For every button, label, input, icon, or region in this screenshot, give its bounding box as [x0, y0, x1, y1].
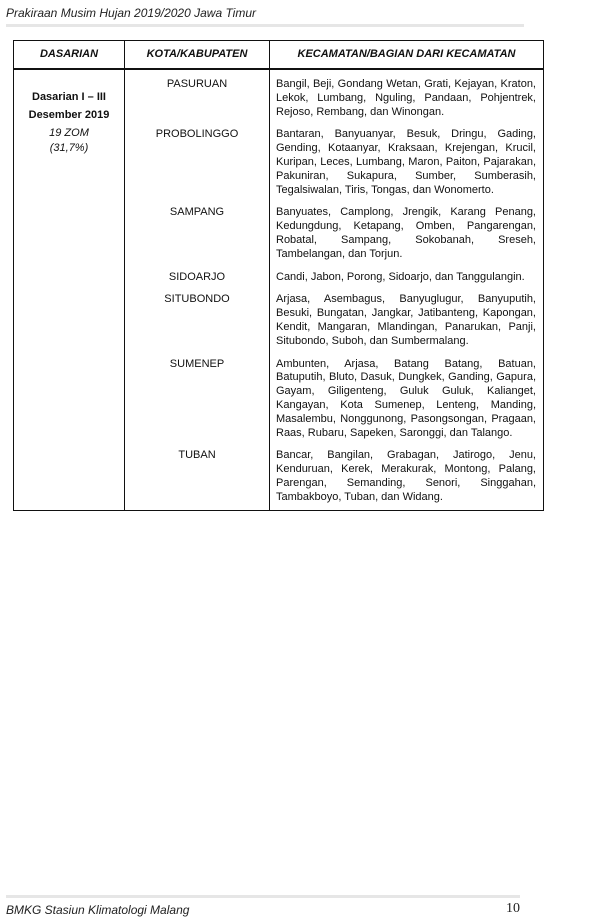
- zom-percent: (31,7%): [49, 142, 89, 154]
- dasarian-cell: [14, 69, 125, 510]
- kecamatan-cell: [270, 440, 544, 510]
- kecamatan-list: Candi, Jabon, Porong, Sidoarjo, dan Tanggulangin.: [276, 270, 525, 283]
- kecamatan-cell: [270, 197, 544, 261]
- kabupaten-cell: [125, 119, 270, 197]
- kecamatan-list: Ambunten, Arjasa, Batang Batang, Batuan, Batuputih, Bluto, Dasuk, Dungkek, Ganding, Gapura, Gayam, Giligenteng, Guluk Guluk, Kalianget, Kangayan, Kota Sumenep, Lenteng, Manding, Masalembu, Nonggunong, Pasongsongan, Pragaan, Raas, Rubaru, Sapeken, Saronggi, dan Talango.: [276, 357, 536, 439]
- kabupaten-cell: [125, 440, 270, 510]
- page-footer: [6, 895, 520, 920]
- dasarian-period: Dasarian I – III: [32, 91, 106, 103]
- column-header-kecamatan: KECAMATAN/BAGIAN DARI KECAMATAN: [270, 41, 544, 70]
- kabupaten-name: SIDOARJO: [168, 270, 226, 283]
- kecamatan-cell: [270, 119, 544, 197]
- forecast-table: [13, 40, 544, 511]
- kecamatan-cell: [270, 262, 544, 285]
- zom-count: 19 ZOM: [49, 127, 89, 139]
- kecamatan-list: Arjasa, Asembagus, Banyuglugur, Banyuputih, Besuki, Bungatan, Jangkar, Jatibanteng, Kapongan, Kendit, Mangaran, Mlandingan, Panarukan, Panji, Situbondo, Suboh, dan Sumbermalang.: [276, 293, 536, 347]
- kabupaten-name: PASURUAN: [166, 78, 228, 90]
- kecamatan-list: Bantaran, Banyuanyar, Besuk, Dringu, Gading, Gending, Kotaanyar, Kraksaan, Krejengan, Krucil, Kuripan, Leces, Lumbang, Maron, Paiton, Pajarakan, Pakuniran, Sukapura, Sumber, Sumberasih, Tegalsiwalan, Tiris, Tongas, dan Wonomerto.: [276, 128, 536, 196]
- kecamatan-cell: [270, 284, 544, 348]
- kecamatan-cell: [270, 69, 544, 119]
- kecamatan-list: Bancar, Bangilan, Grabagan, Jatirogo, Jenu, Kenduruan, Kerek, Merakurak, Montong, Palang, Parengan, Semanding, Senori, Singgahan, Tambakboyo, Tuban, dan Widang.: [276, 449, 536, 503]
- kabupaten-cell: [125, 349, 270, 441]
- kabupaten-name: PROBOLINGGO: [155, 128, 239, 141]
- column-header-kabupaten: KOTA/KABUPATEN: [125, 41, 270, 70]
- dasarian-month: Desember 2019: [28, 109, 110, 121]
- kabupaten-name: SITUBONDO: [164, 293, 230, 306]
- kabupaten-name: SUMENEP: [169, 357, 225, 370]
- kabupaten-name: TUBAN: [178, 449, 216, 462]
- page-header-title: Prakiraan Musim Hujan 2019/2020 Jawa Timur: [6, 6, 524, 27]
- page-number: 10: [506, 901, 520, 916]
- kecamatan-list: Bangil, Beji, Gondang Wetan, Grati, Kejayan, Kraton, Lekok, Lumbang, Nguling, Pandaan, Pohjentrek, Rejoso, Rembang, dan Winongan.: [276, 78, 536, 118]
- kabupaten-cell: [125, 197, 270, 261]
- column-header-dasarian: DASARIAN: [14, 41, 125, 70]
- kecamatan-list: Banyuates, Camplong, Jrengik, Karang Penang, Kedungdung, Ketapang, Omben, Pangarengan, Robatal, Sampang, Sokobanah, Sreseh, Tambelangan, dan Torjun.: [276, 206, 536, 260]
- kabupaten-cell: [125, 69, 270, 119]
- kabupaten-cell: [125, 284, 270, 348]
- table-header-row: [14, 41, 544, 70]
- kecamatan-cell: [270, 349, 544, 441]
- kabupaten-cell: [125, 262, 270, 285]
- footer-organization: BMKG Stasiun Klimatologi Malang: [6, 903, 190, 917]
- table-row: [14, 69, 544, 119]
- kabupaten-name: SAMPANG: [169, 206, 225, 219]
